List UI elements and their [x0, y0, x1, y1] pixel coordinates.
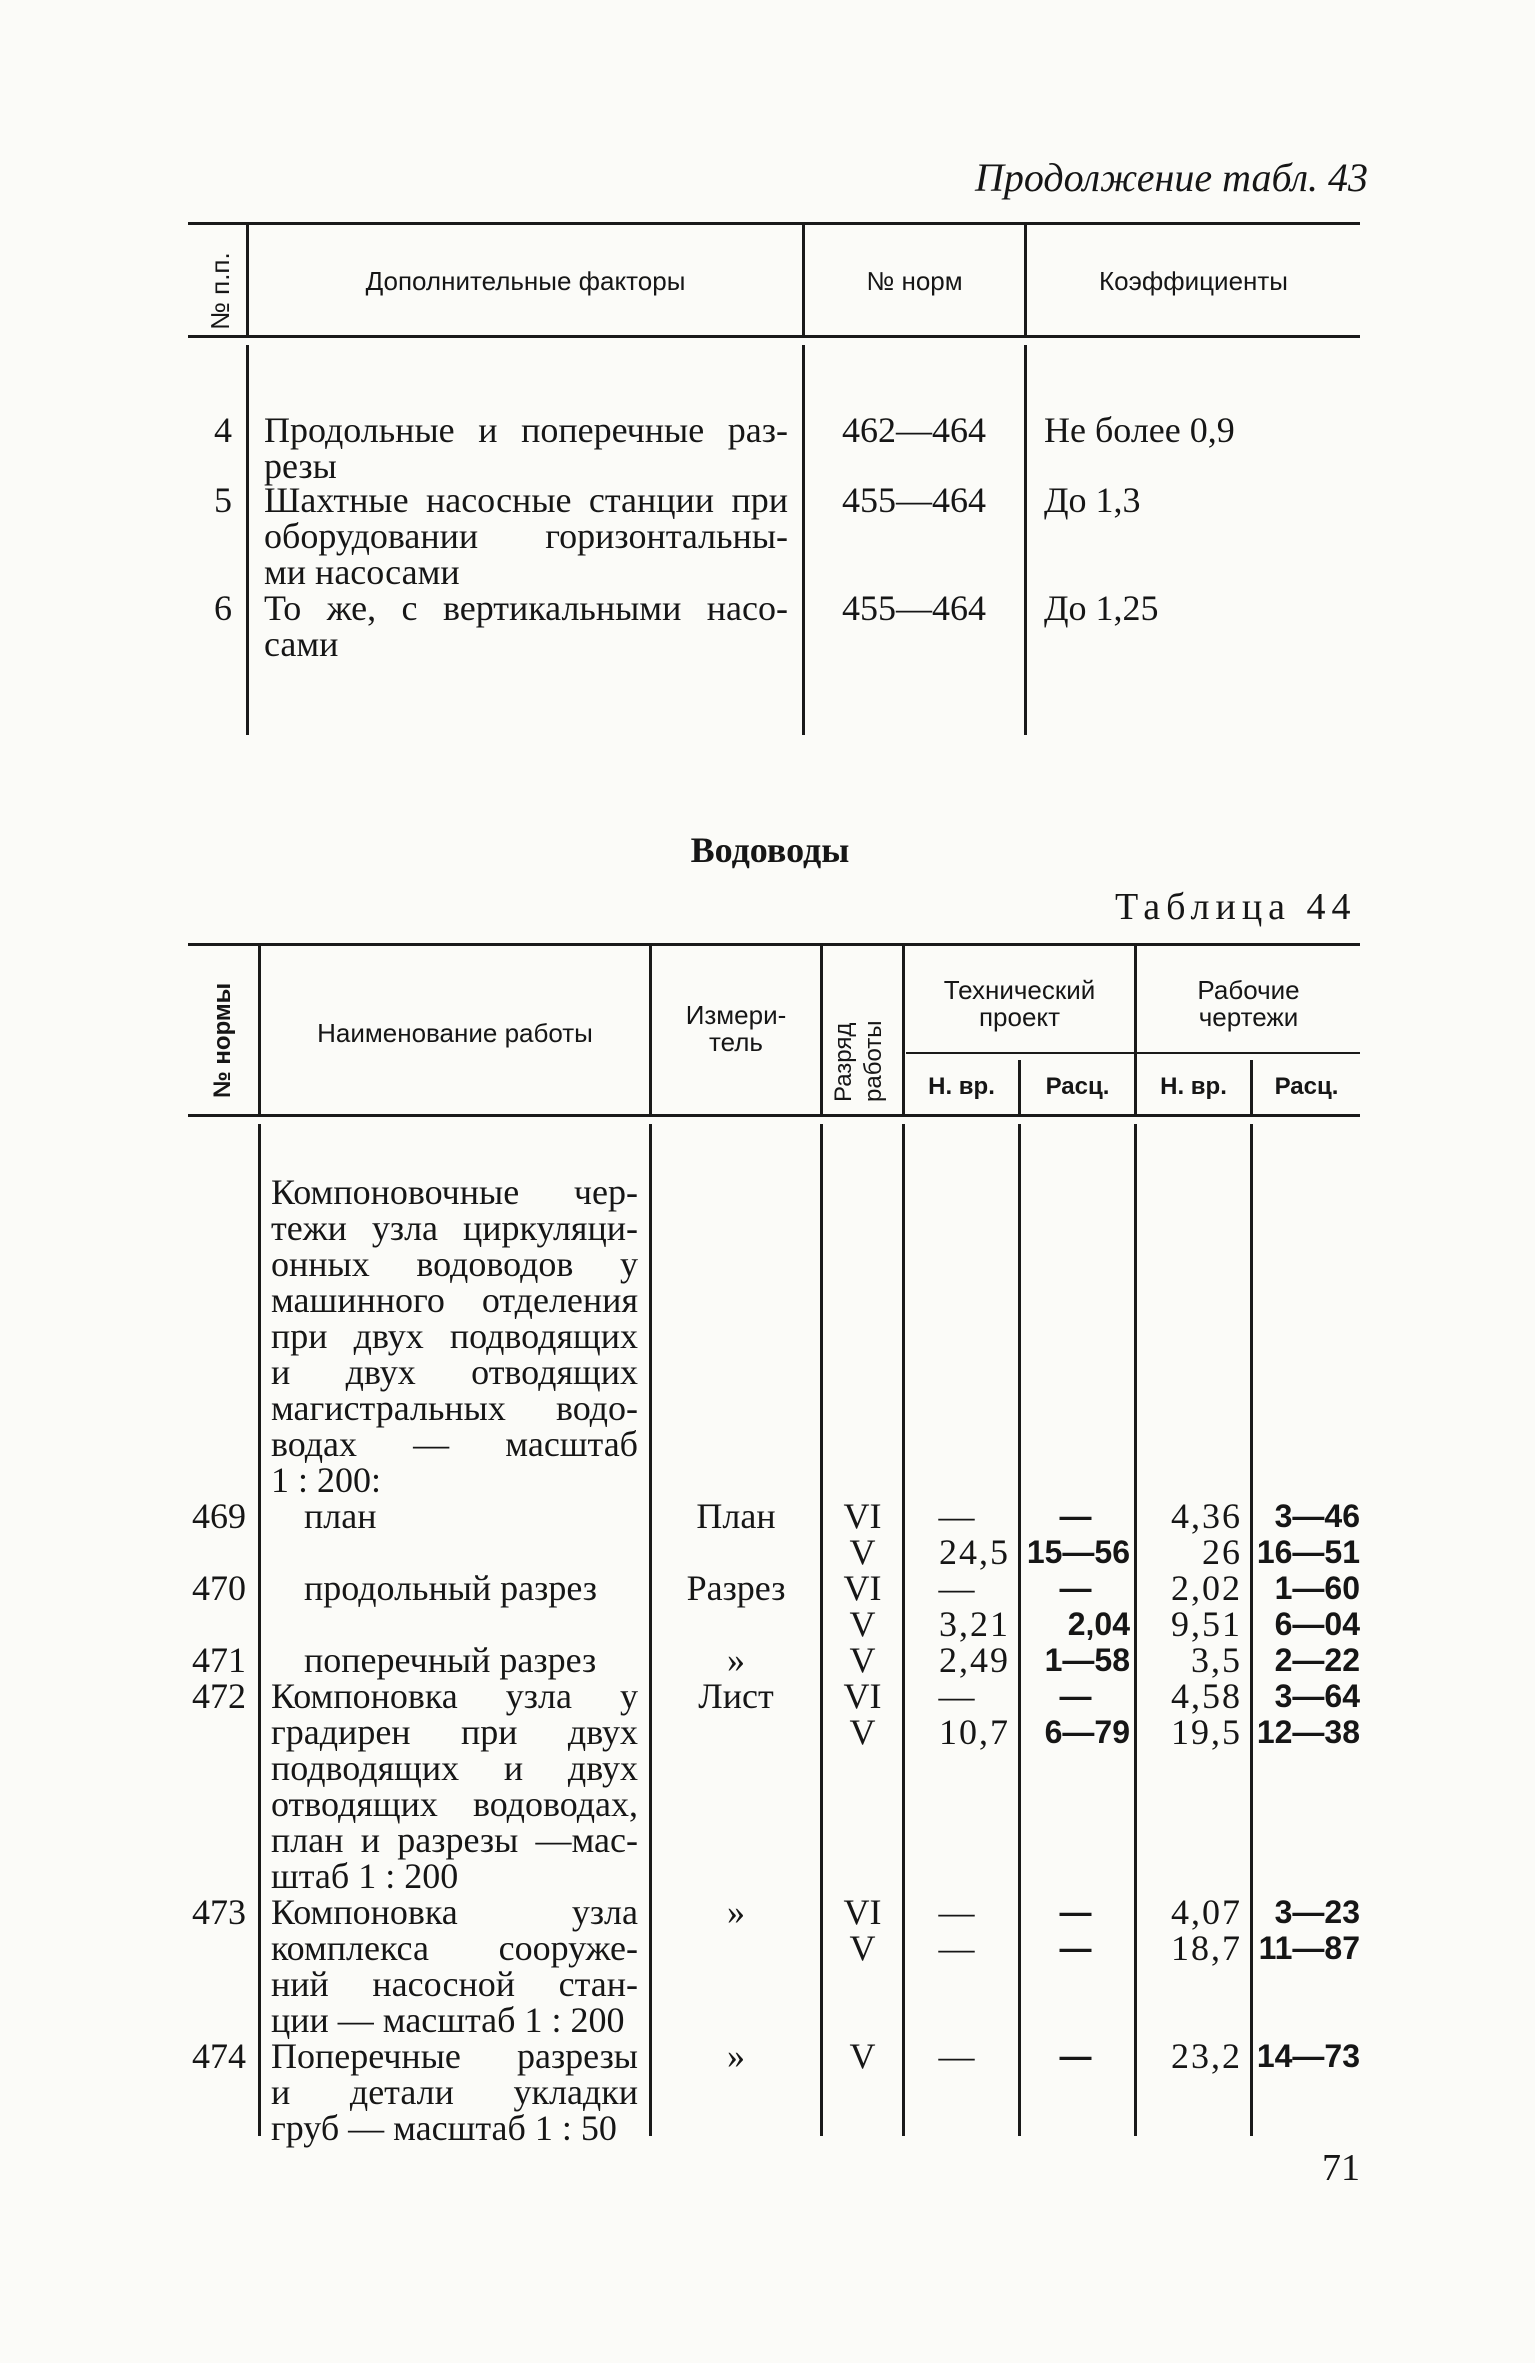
t44-cell-num: 472	[192, 1676, 246, 1716]
t43-row-num: 4	[214, 410, 232, 450]
t44-cell-work-nvr: 19,5	[1171, 1712, 1242, 1752]
t44-header-nvr: Н. вр.	[928, 1073, 995, 1100]
t44-name-line: комплекса сооруже-	[271, 1928, 638, 1968]
t43-col-divider-3b	[1024, 345, 1027, 735]
t44-col-divider	[258, 1124, 261, 2136]
t44-cell-tech-rasc: —	[1059, 1570, 1092, 1606]
t44-cell-tech-rasc: —	[1059, 2038, 1092, 2074]
t44-name-line: тежи узла циркуляци-	[271, 1208, 638, 1248]
t44-name-line: план	[304, 1496, 377, 1536]
t44-name-line: при двух подводящих	[271, 1316, 638, 1356]
t44-name-line: водах — масштаб	[271, 1424, 638, 1464]
t44-name-line: груб — масштаб 1 : 50	[271, 2108, 617, 2148]
t44-cell-num: 471	[192, 1640, 246, 1680]
t44-cell-unit: Лист	[698, 1676, 774, 1716]
t44-name-line: подводящих и двух	[271, 1748, 638, 1788]
t44-col-divider	[820, 946, 823, 1114]
t44-cell-work-nvr: 23,2	[1171, 2036, 1242, 2076]
t44-cell-tech-nvr: —	[938, 1568, 977, 1608]
t43-row-norms: 455—464	[842, 588, 986, 628]
t44-cell-tech-nvr: —	[938, 1496, 977, 1536]
t43-row-num: 5	[214, 480, 232, 520]
t44-cell-grade: VI	[843, 1892, 882, 1932]
t44-subheader-rule	[906, 1052, 1360, 1054]
t44-header-unit: тель	[709, 1027, 763, 1057]
t44-name-line: Компоновка узла у	[271, 1676, 638, 1716]
t43-header-coef: Коэффициенты	[1098, 266, 1288, 296]
t44-cell-work-rasc: 3—23	[1274, 1894, 1360, 1930]
t44-cell-work-rasc: 6—04	[1274, 1606, 1360, 1642]
t44-header-grade: Разряд	[830, 1022, 857, 1102]
t44-name-line: градирен при двух	[271, 1712, 638, 1752]
t44-cell-work-rasc: 16—51	[1256, 1534, 1360, 1570]
t44-cell-tech-nvr: —	[938, 1928, 977, 1968]
t44-name-line: поперечный разрез	[304, 1640, 597, 1680]
t44-name-line: машинного отделения	[271, 1280, 638, 1320]
t44-cell-tech-nvr: —	[938, 2036, 977, 2076]
t43-row-coef: Не более 0,9	[1044, 410, 1235, 450]
t44-cell-tech-nvr: —	[938, 1892, 977, 1932]
t44-cell-tech-rasc: —	[1059, 1678, 1092, 1714]
t44-cell-work-rasc: 3—46	[1274, 1498, 1360, 1534]
t43-col-divider-2b	[802, 345, 805, 735]
t44-cell-tech-nvr: 3,21	[939, 1604, 1010, 1644]
t44-cell-unit: Разрез	[686, 1568, 786, 1608]
t44-cell-tech-rasc: —	[1059, 1498, 1092, 1534]
page-number: 71	[1322, 2147, 1360, 2189]
t44-cell-work-rasc: 1—60	[1274, 1570, 1360, 1606]
t44-name-line: продольный разрез	[304, 1568, 598, 1608]
t44-cell-work-rasc: 12—38	[1256, 1714, 1360, 1750]
t43-row-num: 6	[214, 588, 232, 628]
t43-row-norms: 455—464	[842, 480, 986, 520]
t44-name-line: штаб 1 : 200	[271, 1856, 459, 1896]
t43-row-coef: До 1,25	[1044, 588, 1159, 628]
t44-cell-tech-nvr: 2,49	[939, 1640, 1010, 1680]
t43-row-text-line: Шахтные насосные станции при	[264, 480, 788, 520]
t44-cell-num: 470	[192, 1568, 246, 1608]
t44-cell-tech-rasc: —	[1059, 1930, 1092, 1966]
continuation-caption: Продолжение табл. 43	[975, 155, 1369, 200]
t44-cell-num: 469	[192, 1496, 246, 1536]
t44-cell-unit: План	[696, 1496, 776, 1536]
t44-cell-work-nvr: 18,7	[1171, 1928, 1242, 1968]
t44-name-line: Компоновочные чер-	[271, 1172, 638, 1212]
t44-header-unit: Измери-	[685, 1000, 787, 1030]
t44-name-line: ний насосной стан-	[271, 1964, 638, 2004]
t44-header-rasc: Расц.	[1045, 1073, 1110, 1100]
t44-cell-num: 474	[192, 2036, 246, 2076]
t44-name-line: магистральных водо-	[271, 1388, 638, 1428]
t44-name-line: и двух отводящих	[271, 1352, 638, 1392]
t44-top-rule	[188, 943, 1360, 946]
t43-header-num: № п.п.	[205, 252, 235, 330]
t44-cell-work-nvr: 4,58	[1171, 1676, 1242, 1716]
t44-name-line: 1 : 200:	[271, 1460, 382, 1500]
t44-cell-tech-rasc: 1—58	[1044, 1642, 1130, 1678]
t44-cell-tech-nvr: 24,5	[939, 1532, 1010, 1572]
t43-header-norms: № норм	[866, 266, 963, 296]
t44-header-tech: проект	[978, 1002, 1061, 1032]
t44-name-line: и детали укладки	[271, 2072, 638, 2112]
t44-cell-grade: VI	[843, 1676, 882, 1716]
t43-row-text-line: резы	[264, 446, 337, 486]
t44-header-rasc: Расц.	[1274, 1073, 1339, 1100]
t43-row-text-line: ми насосами	[264, 552, 460, 592]
t44-cell-work-nvr: 2,02	[1171, 1568, 1242, 1608]
t43-top-rule	[188, 222, 1360, 225]
t44-cell-tech-nvr: —	[938, 1676, 977, 1716]
table-44-label: Таблица 44	[1115, 886, 1357, 928]
t44-name-line: онных водоводов у	[271, 1244, 638, 1284]
t44-cell-grade: V	[849, 1604, 876, 1644]
t44-header-work: Рабочие	[1197, 975, 1300, 1005]
t44-header-nvr: Н. вр.	[1160, 1073, 1227, 1100]
section-title: Водоводы	[690, 830, 850, 870]
t44-cell-grade: VI	[843, 1568, 882, 1608]
t44-header-num: № нормы	[209, 982, 236, 1098]
t44-cell-work-nvr: 26	[1202, 1532, 1242, 1572]
t44-cell-tech-nvr: 10,7	[939, 1712, 1010, 1752]
t44-name-line: отводящих водоводах,	[271, 1784, 638, 1824]
t44-name-line: Поперечные разрезы	[271, 2036, 638, 2076]
t44-cell-work-nvr: 4,07	[1171, 1892, 1242, 1932]
t44-cell-grade: V	[849, 2036, 876, 2076]
t44-cell-work-rasc: 2—22	[1274, 1642, 1360, 1678]
t44-cell-unit: »	[727, 1640, 745, 1680]
t44-header-name: Наименование работы	[317, 1018, 593, 1048]
t44-cell-tech-rasc: 15—56	[1026, 1534, 1130, 1570]
t44-header-tech: Технический	[943, 975, 1096, 1005]
t44-header-grade: работы	[860, 1020, 887, 1102]
t43-header-factors: Дополнительные факторы	[365, 266, 686, 296]
t43-row-coef: До 1,3	[1044, 480, 1141, 520]
t44-cell-work-nvr: 4,36	[1171, 1496, 1242, 1536]
t43-row-text-line: сами	[264, 624, 339, 664]
t44-cell-work-nvr: 9,51	[1171, 1604, 1242, 1644]
t44-name-line: Компоновка узла	[271, 1892, 638, 1932]
t44-cell-grade: V	[849, 1640, 876, 1680]
t44-cell-tech-rasc: 2,04	[1067, 1606, 1130, 1642]
t44-cell-grade: VI	[843, 1496, 882, 1536]
t44-cell-tech-rasc: 6—79	[1044, 1714, 1130, 1750]
t44-cell-unit: »	[727, 2036, 745, 2076]
t43-row-text-line: То же, с вертикальными насо-	[264, 588, 788, 628]
t44-cell-work-nvr: 3,5	[1191, 1640, 1242, 1680]
t44-cell-work-rasc: 14—73	[1256, 2038, 1360, 2074]
t44-cell-num: 473	[192, 1892, 246, 1932]
t44-name-line: ции — масштаб 1 : 200	[271, 2000, 625, 2040]
t44-header-work: чертежи	[1198, 1002, 1299, 1032]
t43-row-text-line: оборудовании горизонтальны-	[264, 516, 788, 556]
t43-row-norms: 462—464	[842, 410, 986, 450]
t43-header-rule	[188, 335, 1360, 338]
t44-cell-work-rasc: 3—64	[1274, 1678, 1360, 1714]
t44-cell-unit: »	[727, 1892, 745, 1932]
t44-cell-grade: V	[849, 1928, 876, 1968]
t43-row-text-line: Продольные и поперечные раз-	[264, 410, 788, 450]
t44-name-line: план и разрезы —мас-	[271, 1820, 638, 1860]
t44-cell-tech-rasc: —	[1059, 1894, 1092, 1930]
t44-cell-grade: V	[849, 1712, 876, 1752]
t44-col-divider	[649, 1124, 652, 2136]
t43-col-divider-1b	[246, 345, 249, 735]
t44-cell-work-rasc: 11—87	[1258, 1930, 1360, 1966]
t44-cell-grade: V	[849, 1532, 876, 1572]
t44-header-rule	[188, 1114, 1360, 1117]
